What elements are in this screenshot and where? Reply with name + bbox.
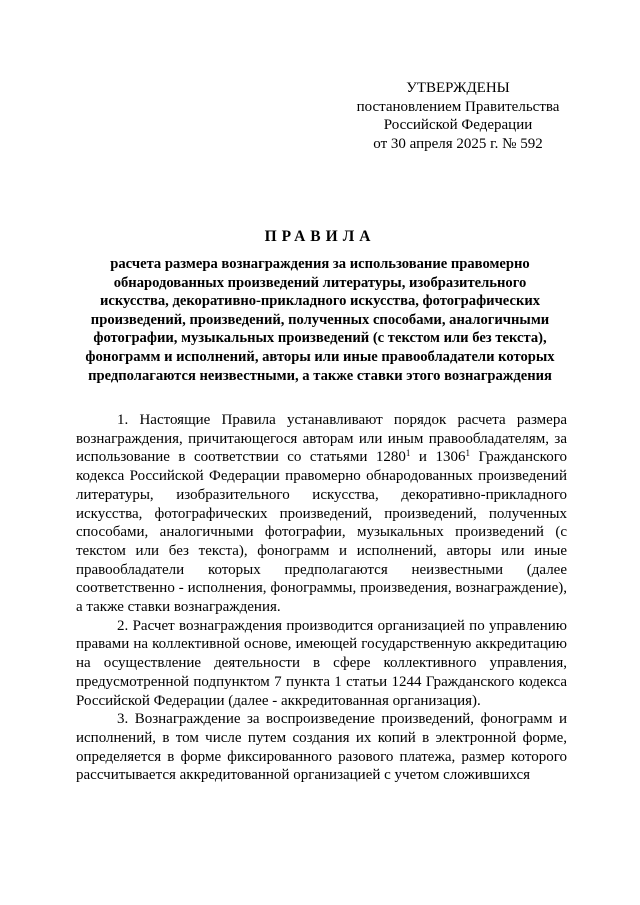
paragraph-1-text-b: и 1306 [410,449,466,466]
superscript: 1 [465,448,470,459]
subtitle-line: расчета размера вознаграждения за использование правомерно [110,256,530,272]
subtitle-line: искусства, декоративно-прикладного искусства, фотографических [99,293,541,310]
approval-stamp [348,79,568,153]
subtitle-line: предполагаются неизвестными, а также ставки этого вознаграждения [88,367,552,384]
subtitle-line: фотографии, музыкальных произведений (с текстом или без текста), [93,330,547,347]
document-body [76,411,567,785]
subtitle-line: произведений, произведений, полученных способами, аналогичными [90,311,550,328]
document-subtitle [70,255,570,385]
subtitle-line: фонограмм и исполнений, авторы или иные правообладатели которых [85,348,555,365]
paragraph-1-text-a: 1. Настоящие Правила устанавливают порядок расчета размера вознаграждения, причитающегося авторам или иным правообладателям, за использование в соответствии со статьями 1280 [76,412,567,466]
paragraph-1-text-c: Гражданского кодекса Российской Федерации правомерно обнародованных произведений литературы, изобразительного искусства, декоративно-прикладного искусства, фотографических произведений, произведений, полученных способами, аналогичными фотографии, музыкальных произведений (с текстом или без текста), фонограмм и исполнений, авторы или иные правообладатели которых предполагаются неизвестными (далее соответственно - исполнения, фонограммы, произведения, вознаграждение), а также ставки вознаграждения. [76,449,567,616]
approval-line-date: от 30 апреля 2025 г. № 592 [373,135,543,152]
approval-heading: УТВЕРЖДЕНЫ [406,80,510,96]
superscript: 1 [405,448,411,459]
approval-line-country: Российской Федерации [383,117,533,133]
title-block [70,228,570,385]
approval-line-decree: постановлением Правительства [356,98,560,115]
paragraph-2: 2. Расчет вознаграждения производится организацией по управлению правами на коллективной основе, имеющей государственную аккредитацию на осуществление деятельности в сфере коллективного управления, предусмотренной подпунктом 7 пункта 1 статьи 1244 Гражданского кодекса Российской Федерации (далее - аккредитованная организация). [76,617,567,709]
document-title: ПРАВИЛА [264,228,376,245]
subtitle-line: обнародованных произведений литературы, изобразительного [113,274,527,291]
paragraph-1 [76,411,567,617]
paragraph-3: 3. Вознаграждение за воспроизведение произведений, фонограмм и исполнений, в том числе путем создания их копий в электронной форме, определяется в форме фиксированного разового платежа, размер которого рассчитывается аккредитованной организацией с учетом сложившихся [76,711,567,784]
